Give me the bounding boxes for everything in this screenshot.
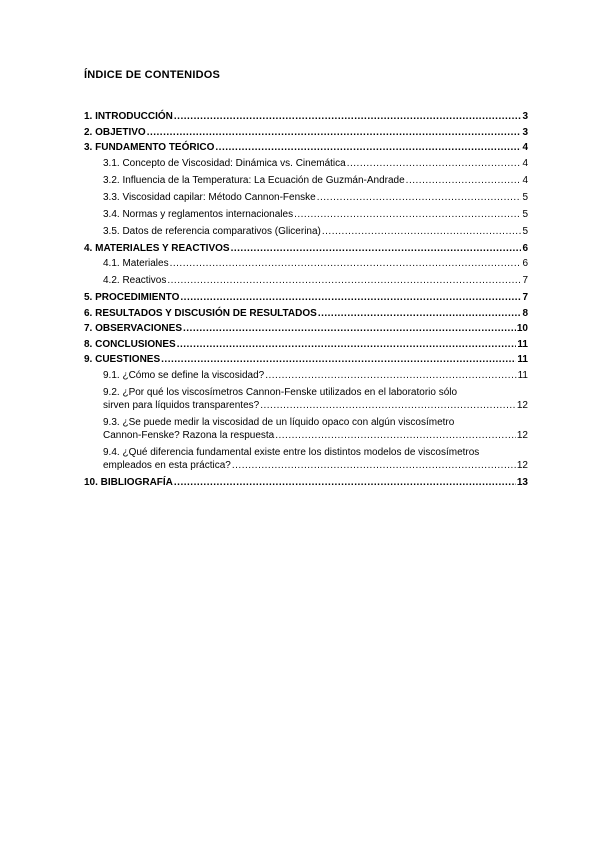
toc-page-number: 11 (517, 354, 528, 365)
toc-entry-9-4[interactable] (84, 446, 528, 472)
toc-entry-label: 1. INTRODUCCIÓN (84, 111, 173, 122)
dot-leader (177, 338, 517, 351)
toc-page-number: 12 (516, 429, 528, 441)
dot-leader (275, 429, 516, 442)
toc-entry-bibliografia[interactable] (84, 476, 528, 489)
toc-entry-label: 10. BIBLIOGRAFÍA (84, 476, 173, 488)
toc-page-number: 5 (522, 208, 528, 220)
toc-entry-label: 8. CONCLUSIONES (84, 338, 176, 350)
toc-entry-label: 3.2. Influencia de la Temperatura: La Ecuación de Guzmán-Andrade (103, 174, 405, 186)
dot-leader (183, 322, 516, 335)
dot-leader (317, 191, 522, 204)
dot-leader (318, 307, 522, 320)
toc-page-number: 4 (522, 142, 528, 153)
toc-page-number: 3 (522, 111, 528, 122)
toc-entry-label: 3.4. Normas y reglamentos internacionales (103, 208, 294, 220)
toc-entry-label-cont: sirven para líquidos transparentes? (103, 399, 260, 411)
toc-page-number: 12 (516, 459, 528, 471)
table-of-contents (84, 110, 528, 491)
dot-leader (322, 225, 522, 238)
toc-entry-9-3[interactable] (84, 416, 528, 442)
toc-entry-3-4[interactable] (84, 208, 528, 221)
dot-leader (170, 257, 522, 270)
toc-page-number: 3 (522, 126, 528, 138)
dot-leader (231, 242, 522, 255)
toc-page-number: 8 (522, 307, 528, 319)
toc-page-number: 5 (522, 191, 528, 203)
toc-entry-3-3[interactable] (84, 191, 528, 204)
toc-entry-label: 6. RESULTADOS Y DISCUSIÓN DE RESULTADOS (84, 307, 317, 319)
toc-entry-label: 9.3. ¿Se puede medir la viscosidad de un líquido opaco con algún viscosímetro (103, 416, 455, 428)
dot-leader (167, 274, 521, 287)
dot-leader (406, 174, 522, 187)
dot-leader (174, 476, 516, 489)
toc-entry-label: 4.1. Materiales (103, 258, 169, 269)
toc-entry-label: 9. CUESTIONES (84, 354, 161, 365)
toc-entry-label: 3. FUNDAMENTO TEÓRICO (84, 142, 215, 153)
dot-leader (347, 157, 522, 170)
toc-entry-observaciones[interactable] (84, 322, 528, 335)
toc-entry-label: 2. OBJETIVO (84, 126, 146, 138)
dot-leader (147, 126, 522, 139)
toc-entry-9-1[interactable] (84, 369, 528, 382)
toc-page-number: 11 (517, 338, 528, 350)
dot-leader (294, 208, 521, 221)
dot-leader (265, 369, 516, 382)
toc-entry-resultados[interactable] (84, 307, 528, 320)
toc-entry-label: 3.1. Concepto de Viscosidad: Dinámica vs. Cinemática (103, 157, 346, 169)
toc-entry-label-cont: empleados en esta práctica? (103, 459, 231, 471)
toc-entry-objetivo[interactable] (84, 126, 528, 139)
toc-page-number: 10 (516, 323, 528, 334)
toc-page-number: 6 (522, 258, 528, 269)
toc-page-number: 7 (522, 292, 528, 303)
dot-leader (161, 353, 516, 366)
toc-page-number: 12 (516, 399, 528, 411)
toc-page-number: 7 (522, 275, 528, 286)
toc-page-number: 6 (522, 242, 528, 254)
toc-page-number: 5 (522, 225, 528, 237)
toc-entry-9-2[interactable] (84, 386, 528, 412)
toc-entry-conclusiones[interactable] (84, 338, 528, 351)
toc-entry-label: 3.3. Viscosidad capilar: Método Cannon-Fenske (103, 191, 316, 203)
toc-entry-label: 9.1. ¿Cómo se define la viscosidad? (103, 369, 265, 381)
toc-page-number: 13 (516, 476, 528, 488)
toc-entry-3-1[interactable] (84, 157, 528, 170)
toc-page-number: 11 (517, 369, 528, 381)
toc-entry-fundamento-teorico[interactable] (84, 141, 528, 154)
toc-entry-label: 3.5. Datos de referencia comparativos (Glicerina) (103, 225, 321, 237)
toc-entry-label-cont: Cannon-Fenske? Razona la respuesta (103, 429, 275, 441)
toc-entry-label: 7. OBSERVACIONES (84, 323, 182, 334)
toc-entry-introduccion[interactable] (84, 110, 528, 123)
toc-entry-3-2[interactable] (84, 174, 528, 187)
toc-entry-3-5[interactable] (84, 225, 528, 238)
toc-entry-materiales-reactivos[interactable] (84, 242, 528, 255)
dot-leader (260, 399, 516, 412)
toc-entry-label: 4. MATERIALES Y REACTIVOS (84, 242, 230, 254)
toc-entry-procedimiento[interactable] (84, 291, 528, 304)
toc-entry-4-1[interactable] (84, 257, 528, 270)
toc-entry-cuestiones[interactable] (84, 353, 528, 366)
toc-entry-label: 9.2. ¿Por qué los viscosímetros Cannon-Fenske utilizados en el laboratorio sólo (103, 386, 458, 398)
dot-leader (232, 459, 516, 472)
toc-page-number: 4 (522, 174, 528, 186)
dot-leader (174, 110, 522, 123)
toc-entry-label: 5. PROCEDIMIENTO (84, 292, 180, 303)
toc-entry-label: 9.4. ¿Qué diferencia fundamental existe entre los distintos modelos de viscosímetros (103, 446, 480, 458)
dot-leader (180, 291, 521, 304)
toc-entry-4-2[interactable] (84, 274, 528, 287)
toc-page-number: 4 (522, 157, 528, 169)
toc-entry-label: 4.2. Reactivos (103, 275, 167, 286)
toc-title: ÍNDICE DE CONTENIDOS (84, 69, 221, 81)
dot-leader (215, 141, 521, 154)
